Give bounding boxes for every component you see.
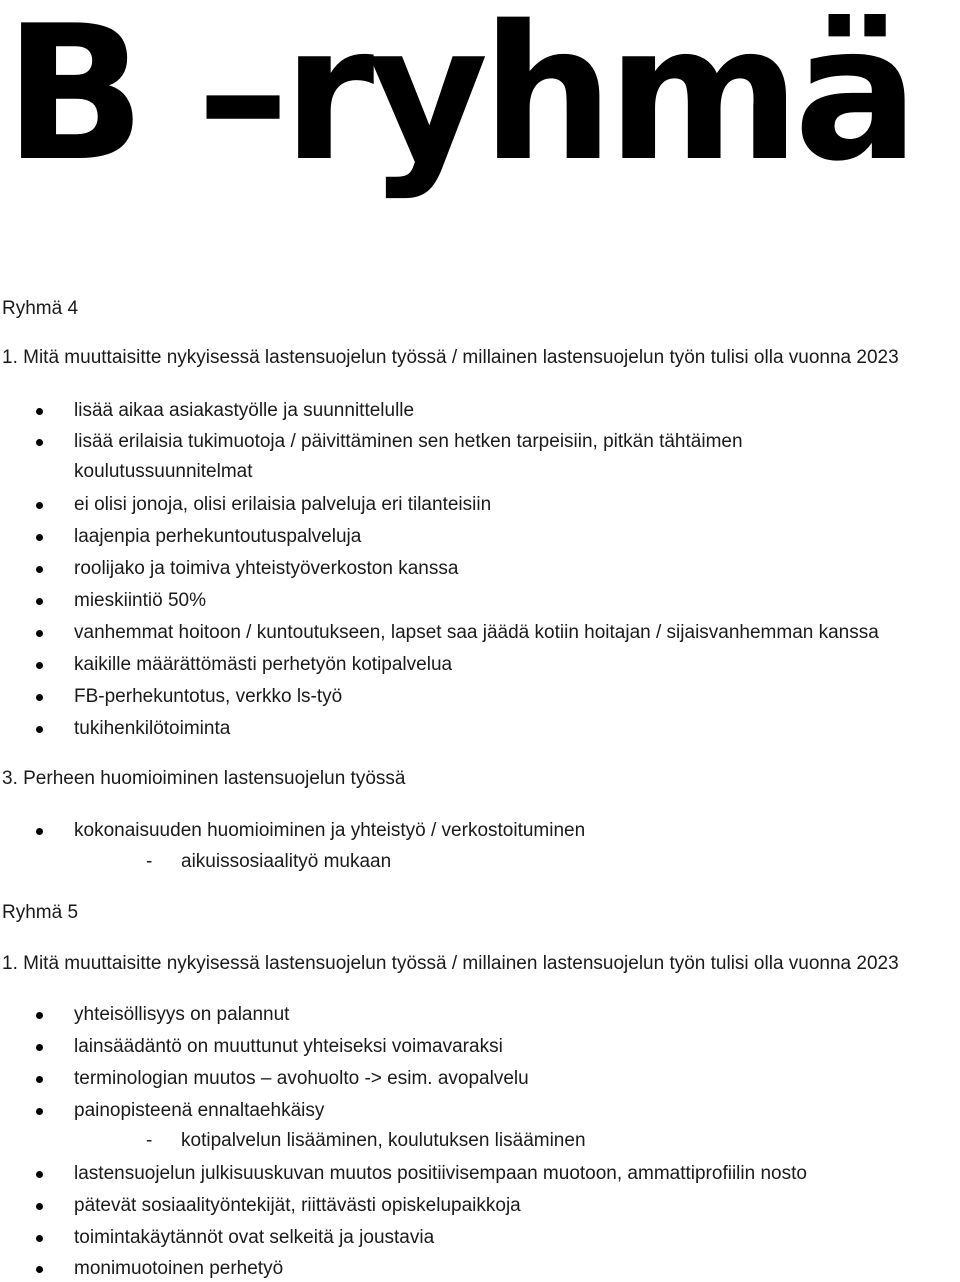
list-item-text: lastensuojelun julkisuuskuvan muutos positiivisempaan muotoon, ammattiprofiilin nosto (74, 1163, 807, 1184)
list-item (36, 684, 342, 710)
list-item (36, 1034, 503, 1060)
list-item (36, 1256, 283, 1282)
list-item-text: vanhemmat hoitoon / kuntoutukseen, lapset saa jäädä kotiin hoitajan / sijaisvanhemman kanssa (74, 622, 879, 643)
bullet-icon (36, 828, 43, 835)
list-item-text: painopisteenä ennaltaehkäisy (74, 1100, 325, 1121)
list-item-text: kokonaisuuden huomioiminen ja yhteistyö / verkostoituminen (74, 820, 586, 841)
bullet-icon (36, 694, 43, 701)
bullet-icon (36, 439, 43, 446)
list-item (36, 1161, 807, 1187)
list-item-text: yhteisöllisyys on palannut (74, 1004, 290, 1025)
bullet-icon (36, 598, 43, 605)
question-heading: 1. Mitä muuttaisitte nykyisessä lastensuojelun työssä / millainen lastensuojelun työn tulisi olla vuonna 2023 (2, 347, 899, 368)
list-item-text: monimuotoinen perhetyö (74, 1258, 284, 1279)
sub-list-item-text: kotipalvelun lisääminen, koulutuksen lisääminen (181, 1130, 586, 1151)
list-item (36, 1193, 521, 1219)
sub-list-item-text: aikuissosiaalityö mukaan (181, 851, 392, 872)
dash-marker: - (146, 851, 153, 872)
list-item (36, 398, 414, 424)
list-item-text: lainsäädäntö on muuttunut yhteiseksi voimavaraksi (74, 1036, 503, 1057)
list-item (36, 1225, 434, 1251)
list-item (36, 556, 458, 582)
list-item-text: roolijako ja toimiva yhteistyöverkoston kanssa (74, 558, 459, 579)
list-item (36, 524, 361, 550)
bullet-icon (36, 1235, 43, 1242)
list-item (36, 588, 206, 614)
bullet-icon (36, 566, 43, 573)
bullet-icon (36, 662, 43, 669)
list-item (36, 652, 452, 678)
bullet-icon (36, 1266, 43, 1273)
list-item-continuation: koulutussuunnitelmat (74, 461, 253, 482)
bullet-icon (36, 630, 43, 637)
sub-list-item (146, 849, 391, 875)
list-item-text: toimintakäytännöt ovat selkeitä ja joustavia (74, 1227, 435, 1248)
list-item-text: mieskiintiö 50% (74, 590, 206, 611)
question-heading: 3. Perheen huomioiminen lastensuojelun työssä (2, 768, 406, 789)
bullet-icon (36, 1108, 43, 1115)
bullet-icon (36, 1012, 43, 1019)
list-item (36, 716, 230, 742)
sub-list-item (146, 1128, 586, 1154)
list-item-text: lisää erilaisia tukimuotoja / päivittäminen sen hetken tarpeisiin, pitkän tähtäimen (74, 431, 743, 452)
list-item (36, 429, 743, 455)
bullet-icon (36, 408, 43, 415)
list-item (36, 818, 585, 844)
list-item-text: pätevät sosiaalityöntekijät, riittävästi opiskelupaikkoja (74, 1195, 521, 1216)
list-item (36, 1002, 289, 1028)
list-item (36, 620, 879, 646)
list-item-text: kaikille määrättömästi perhetyön kotipalvelua (74, 654, 453, 675)
question-heading: 1. Mitä muuttaisitte nykyisessä lastensuojelun työssä / millainen lastensuojelun työn tulisi olla vuonna 2023 (2, 953, 899, 974)
bullet-icon (36, 534, 43, 541)
bullet-icon (36, 1076, 43, 1083)
list-item-text: tukihenkilötoiminta (74, 718, 231, 739)
bullet-icon (36, 502, 43, 509)
bullet-icon (36, 1044, 43, 1051)
bullet-icon (36, 1203, 43, 1210)
list-item-text: ei olisi jonoja, olisi erilaisia palveluja eri tilanteisiin (74, 494, 492, 515)
list-item-text: terminologian muutos – avohuolto -> esim. avopalvelu (74, 1068, 529, 1089)
list-item (36, 1098, 324, 1124)
list-item (36, 492, 491, 518)
page-title: B –ryhmä (4, 0, 913, 202)
dash-marker: - (146, 1130, 153, 1151)
list-item-text: laajenpia perhekuntoutuspalveluja (74, 526, 362, 547)
list-item (36, 1066, 529, 1092)
bullet-icon (36, 1171, 43, 1178)
group-label: Ryhmä 4 (2, 298, 79, 319)
list-item-text: lisää aikaa asiakastyölle ja suunnittelulle (74, 400, 415, 421)
group-label: Ryhmä 5 (2, 902, 79, 923)
list-item-text: FB-perhekuntotus, verkko ls-työ (74, 686, 343, 707)
bullet-icon (36, 726, 43, 733)
